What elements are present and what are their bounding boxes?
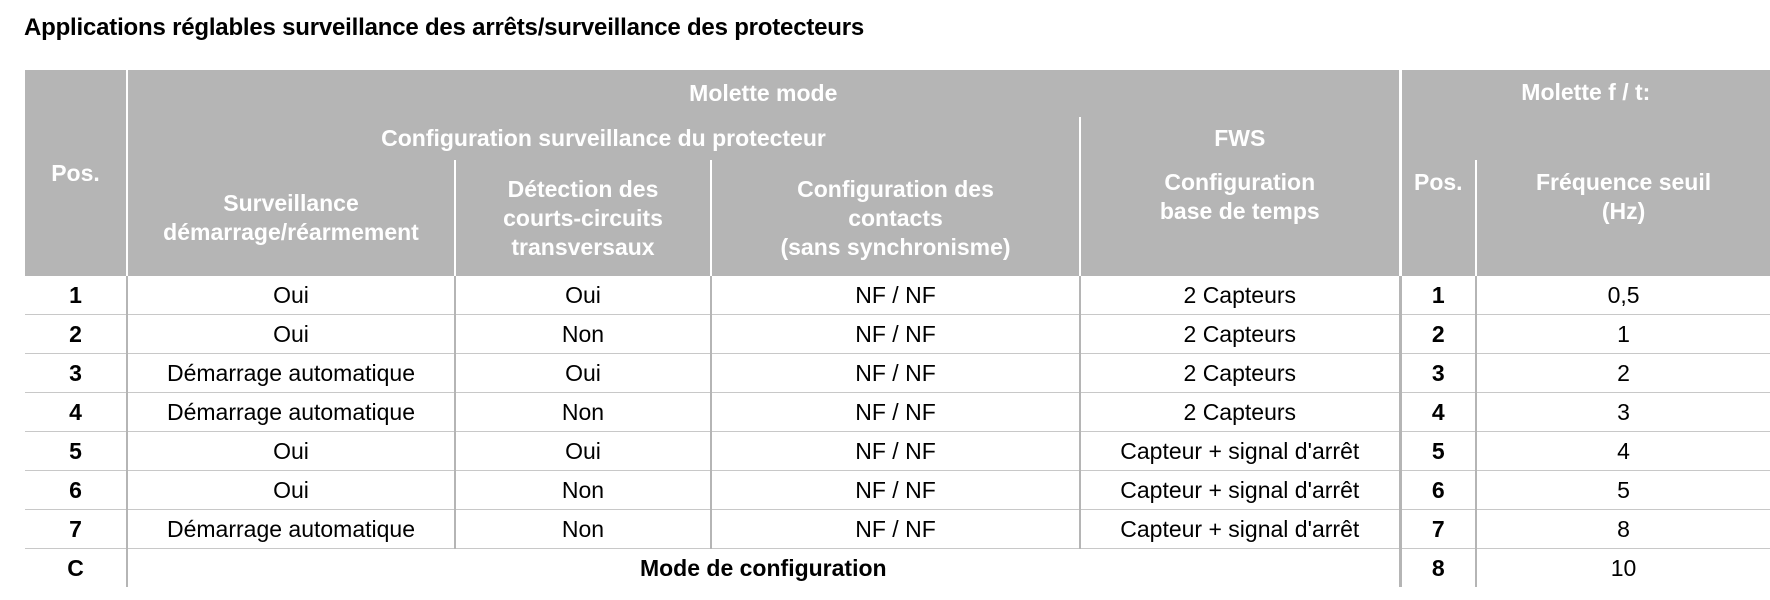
table-row bbox=[25, 471, 1770, 510]
freq-cell: 1 bbox=[1476, 315, 1770, 354]
document-title: Applications réglables surveillance des arrêts/surveillance des protecteurs bbox=[24, 14, 865, 41]
fws-header: FWS bbox=[1080, 117, 1400, 160]
molette-mode-header: Molette mode bbox=[127, 70, 1400, 117]
base-cell: 2 Capteurs bbox=[1080, 276, 1400, 315]
pos2-cell: 7 bbox=[1400, 510, 1476, 549]
config-group-header: Configuration surveillance du protecteur bbox=[127, 117, 1080, 160]
contacts-cell: NF / NF bbox=[711, 510, 1080, 549]
frequence-header: Fréquence seuil (Hz) bbox=[1476, 160, 1770, 276]
surveillance-cell: Oui bbox=[127, 432, 455, 471]
detection-header: Détection des courts-circuits transversaux bbox=[455, 160, 711, 276]
molette-ft-header: Molette f / t: bbox=[1400, 70, 1770, 160]
base-cell: 2 Capteurs bbox=[1080, 393, 1400, 432]
base-cell: Capteur + signal d'arrêt bbox=[1080, 510, 1400, 549]
contacts-cell: NF / NF bbox=[711, 471, 1080, 510]
pos2-cell: 8 bbox=[1400, 549, 1476, 588]
table-row bbox=[25, 354, 1770, 393]
pos-cell: 6 bbox=[25, 471, 127, 510]
pos2-cell: 4 bbox=[1400, 393, 1476, 432]
base-temps-header: Configuration base de temps bbox=[1080, 160, 1400, 276]
surveillance-cell: Démarrage automatique bbox=[127, 510, 455, 549]
table-row bbox=[25, 276, 1770, 315]
surveillance-cell: Démarrage automatique bbox=[127, 393, 455, 432]
table-row bbox=[25, 510, 1770, 549]
config-row bbox=[25, 549, 1770, 588]
pos-cell: 2 bbox=[25, 315, 127, 354]
contacts-cell: NF / NF bbox=[711, 276, 1080, 315]
detection-cell: Oui bbox=[455, 276, 711, 315]
base-cell: Capteur + signal d'arrêt bbox=[1080, 432, 1400, 471]
detection-cell: Non bbox=[455, 471, 711, 510]
contacts-cell: NF / NF bbox=[711, 432, 1080, 471]
surveillance-cell: Oui bbox=[127, 471, 455, 510]
freq-cell: 0,5 bbox=[1476, 276, 1770, 315]
detection-cell: Oui bbox=[455, 354, 711, 393]
freq-cell: 8 bbox=[1476, 510, 1770, 549]
freq-cell: 2 bbox=[1476, 354, 1770, 393]
surveillance-cell: Oui bbox=[127, 315, 455, 354]
contacts-header: Configuration des contacts (sans synchronisme) bbox=[711, 160, 1080, 276]
detection-cell: Non bbox=[455, 510, 711, 549]
base-cell: 2 Capteurs bbox=[1080, 354, 1400, 393]
pos-cell: 7 bbox=[25, 510, 127, 549]
pos-cell: C bbox=[25, 549, 127, 588]
pos-cell: 5 bbox=[25, 432, 127, 471]
contacts-cell: NF / NF bbox=[711, 354, 1080, 393]
pos2-cell: 3 bbox=[1400, 354, 1476, 393]
pos-right-header: Pos. bbox=[1400, 160, 1476, 276]
surveillance-header: Surveillance démarrage/réarmement bbox=[127, 160, 455, 276]
table-row bbox=[25, 315, 1770, 354]
pos2-cell: 2 bbox=[1400, 315, 1476, 354]
pos2-cell: 5 bbox=[1400, 432, 1476, 471]
detection-cell: Non bbox=[455, 315, 711, 354]
freq-cell: 4 bbox=[1476, 432, 1770, 471]
contacts-cell: NF / NF bbox=[711, 315, 1080, 354]
contacts-cell: NF / NF bbox=[711, 393, 1080, 432]
surveillance-cell: Démarrage automatique bbox=[127, 354, 455, 393]
pos-header: Pos. bbox=[25, 70, 127, 276]
freq-cell: 3 bbox=[1476, 393, 1770, 432]
detection-cell: Non bbox=[455, 393, 711, 432]
pos-cell: 4 bbox=[25, 393, 127, 432]
table-row bbox=[25, 393, 1770, 432]
base-cell: Capteur + signal d'arrêt bbox=[1080, 471, 1400, 510]
pos-cell: 3 bbox=[25, 354, 127, 393]
freq-cell: 10 bbox=[1476, 549, 1770, 588]
pos-cell: 1 bbox=[25, 276, 127, 315]
detection-cell: Oui bbox=[455, 432, 711, 471]
pos2-cell: 6 bbox=[1400, 471, 1476, 510]
pos2-cell: 1 bbox=[1400, 276, 1476, 315]
freq-cell: 5 bbox=[1476, 471, 1770, 510]
config-mode-cell: Mode de configuration bbox=[127, 549, 1400, 588]
surveillance-cell: Oui bbox=[127, 276, 455, 315]
base-cell: 2 Capteurs bbox=[1080, 315, 1400, 354]
settings-table bbox=[25, 70, 1770, 587]
table-row bbox=[25, 432, 1770, 471]
